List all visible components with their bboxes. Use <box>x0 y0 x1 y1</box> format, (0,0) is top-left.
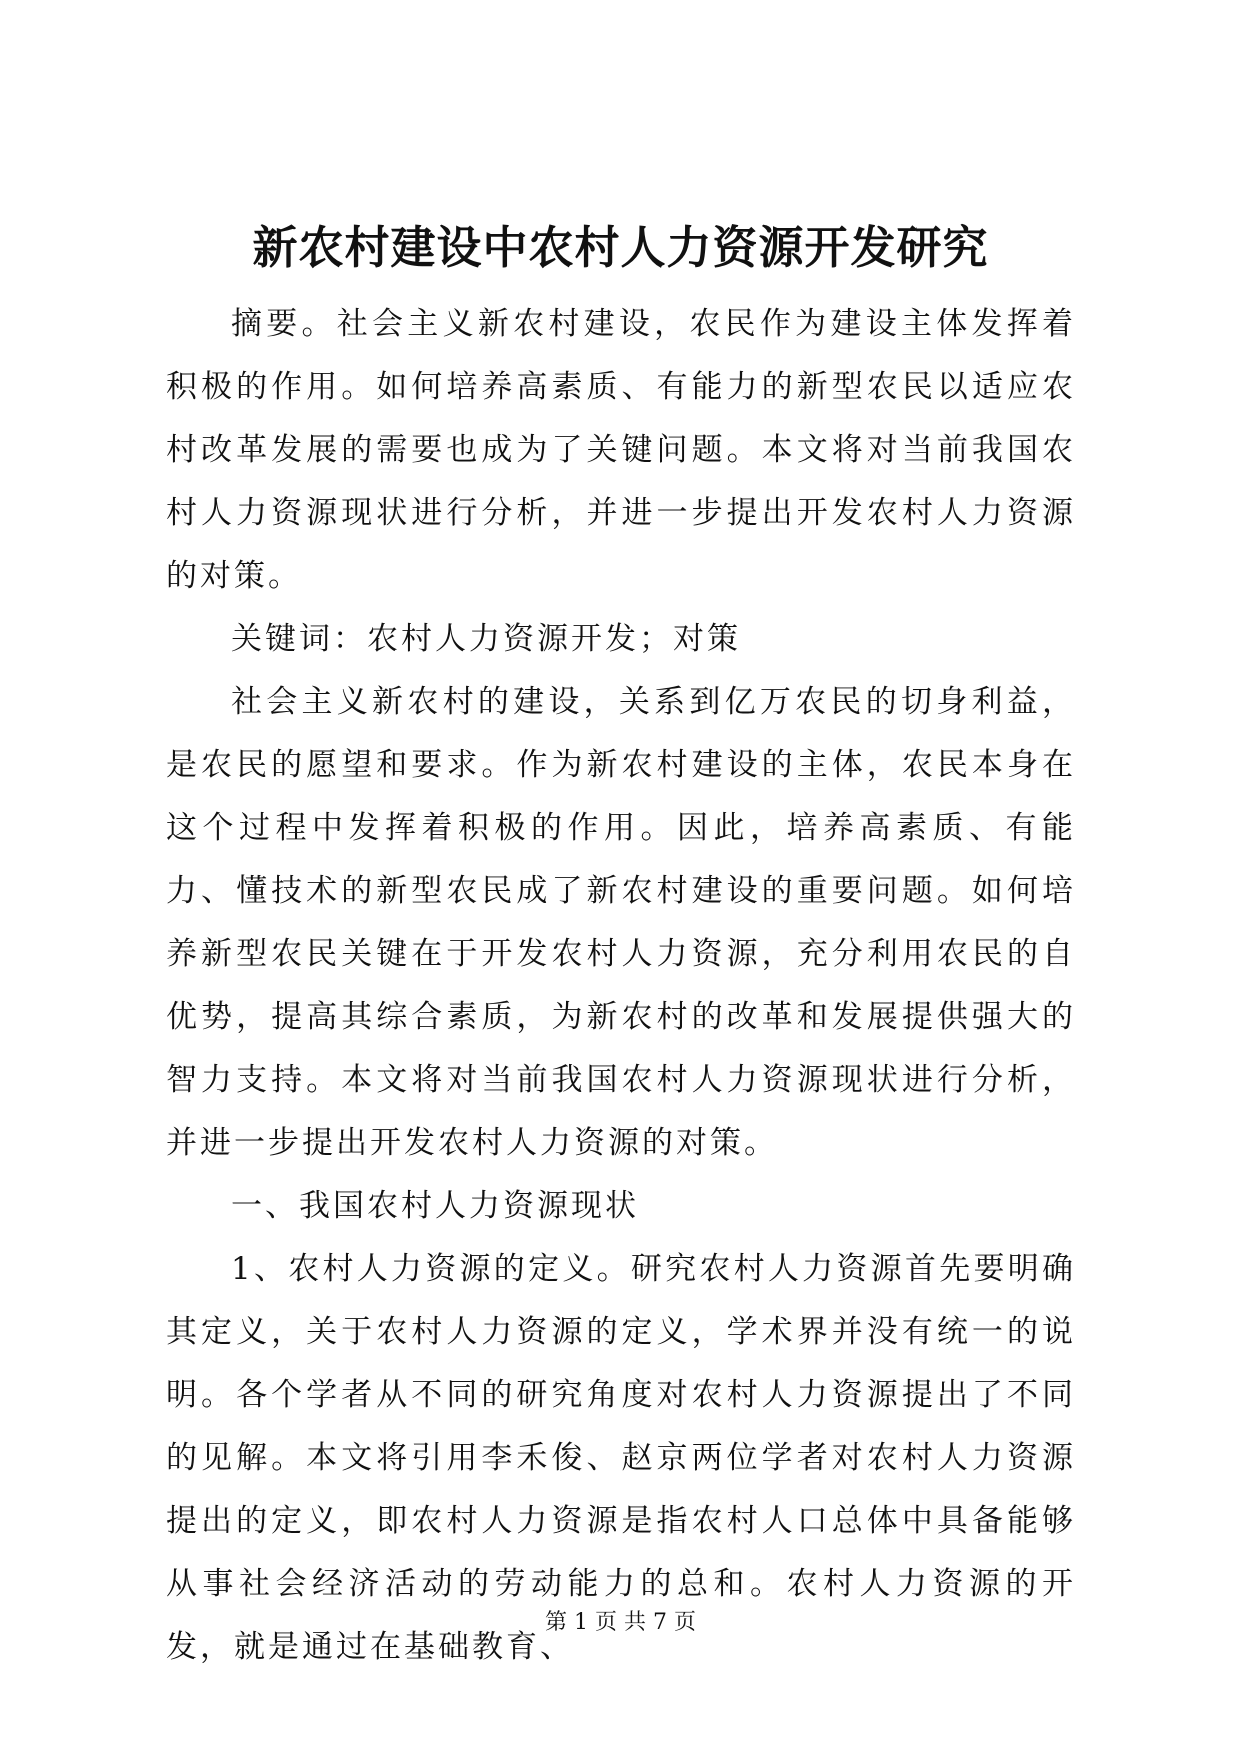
page-footer: 第 1 页 共 7 页 <box>545 1610 696 1635</box>
keywords-paragraph: 关键词：农村人力资源开发；对策 <box>231 621 741 657</box>
intro-paragraph: 社会主义新农村的建设，关系到亿万农民的切身利益，是农民的愿望和要求。作为新农村建设的主体，农民本身在这个过程中发挥着积极的作用。因此，培养高素质、有能力、懂技术的新型农民成了新农村建设的重要问题。如何培养新型农民关键在于开发农村人力资源，充分利用农民的自优势，提高其综合素质，为新农村的改革和发展提供强大的智力支持。本文将对当前我国农村人力资源现状进行分析，并进一步提出开发农村人力资源的对策。 <box>166 684 1076 1161</box>
abstract-paragraph: 摘要。社会主义新农村建设，农民作为建设主体发挥着积极的作用。如何培养高素质、有能力的新型农民以适应农村改革发展的需要也成为了关键问题。本文将对当前我国农村人力资源现状进行分析，并进一步提出开发农村人力资源的对策。 <box>166 306 1076 594</box>
document-title: 新农村建设中农村人力资源开发研究 <box>252 221 989 274</box>
document-body <box>166 293 1076 1679</box>
section-paragraph: 1、农村人力资源的定义。研究农村人力资源首先要明确其定义，关于农村人力资源的定义，学术界并没有统一的说明。各个学者从不同的研究角度对农村人力资源提出了不同的见解。本文将引用李禾俊、赵京两位学者对农村人力资源提出的定义，即农村人力资源是指农村人口总体中具备能够从事社会经济活动的劳动能力的总和。农村人力资源的开发，就是通过在基础教育、 <box>166 1251 1076 1665</box>
section-heading: 一、我国农村人力资源现状 <box>231 1188 639 1224</box>
